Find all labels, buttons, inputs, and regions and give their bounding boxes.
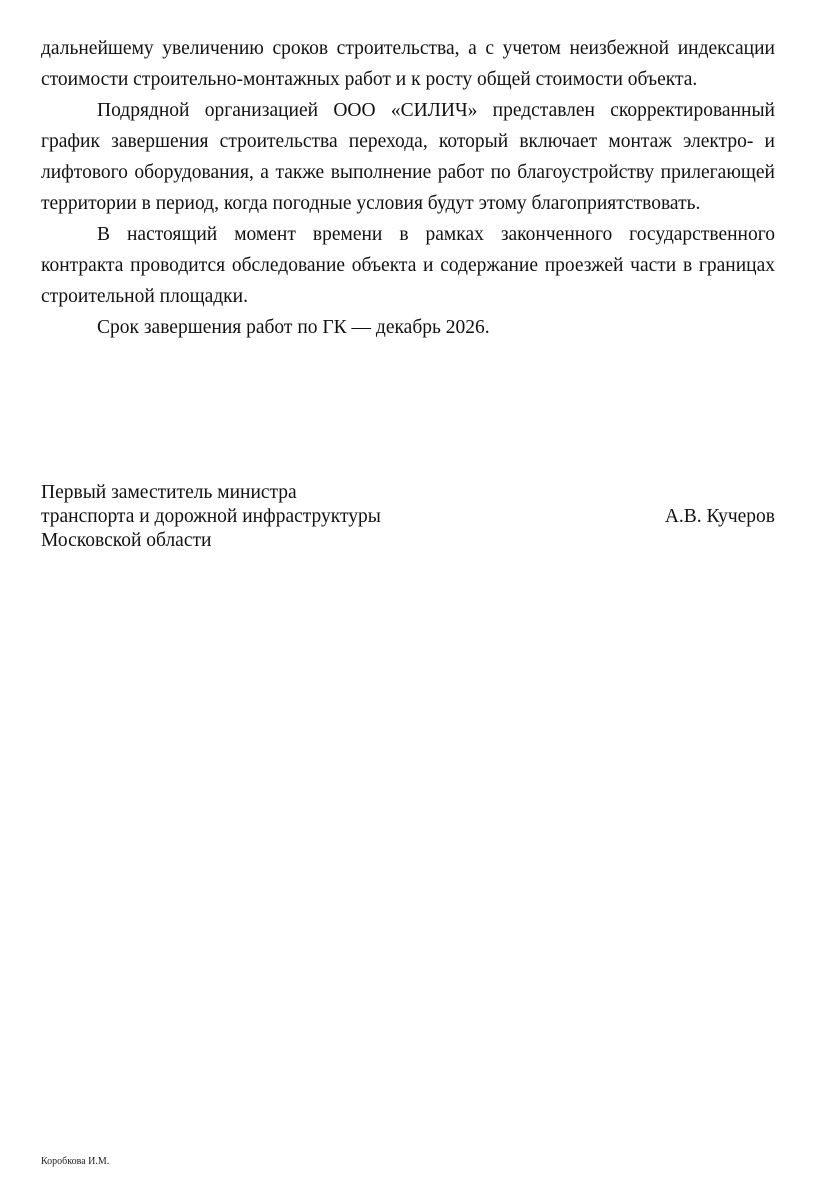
paragraph-deadline: Срок завершения работ по ГК — декабрь 2026. [97,317,490,338]
signature-block [41,481,775,553]
paragraph-contractor-schedule: Подрядной организацией ООО «СИЛИЧ» представлен скорректированный график завершения строительства перехода, который включает монтаж электро- и лифтового оборудования, а также выполнение работ по благоустройству прилегающей территории в период, когда погодные условия будут этому благоприятствовать. [41,100,775,214]
signatory-title-line: Московской области [41,530,212,551]
document-body [41,33,775,343]
signatory-title-line: транспорта и дорожной инфраструктуры [41,506,381,527]
executor-name: Коробкова И.М. [41,1156,110,1167]
signatory-name: А.В. Кучеров [664,506,775,527]
paragraph-current-status: В настоящий момент времени в рамках законченного государственного контракта проводится обследование объекта и содержание проезжей части в границах строительной площадки. [41,224,775,307]
signatory-title-line: Первый заместитель министра [41,482,297,503]
paragraph-continuation: дальнейшему увеличению сроков строительства, а с учетом неизбежной индексации стоимости строительно-монтажных работ и к росту общей стоимости объекта. [41,38,775,90]
